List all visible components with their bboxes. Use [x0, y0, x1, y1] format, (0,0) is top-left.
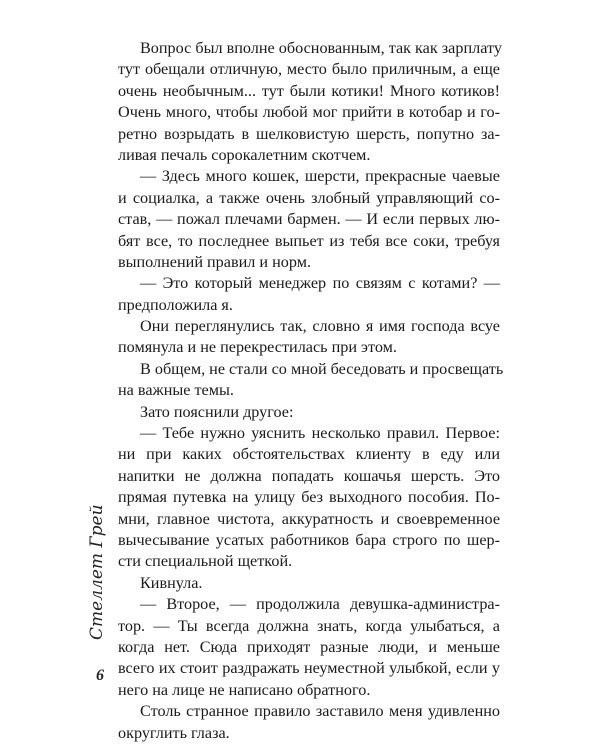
- text-line: бят все, то последнее выпьет из тебя все соки, требуя: [118, 231, 500, 250]
- text-line: Они переглянулись так, словно я имя господа всуе: [140, 317, 500, 336]
- text-line: Очень много, чтобы любой мог прийти в котобар и го-: [118, 103, 500, 122]
- text-line: выполнений правил и норм.: [118, 252, 312, 271]
- text-line: Столь странное правило заставило меня удивленно: [140, 702, 500, 721]
- text-line: сти специальной щеткой.: [118, 552, 293, 571]
- text-line: — Тебе нужно уяснить несколько правил. Первое:: [140, 424, 500, 443]
- text-line: и социалка, а также очень злобный управляющий со-: [118, 188, 500, 207]
- text-line: предположила я.: [118, 295, 233, 314]
- text-line: став, — пожал плечами бармен. — И если первых лю-: [118, 210, 500, 229]
- text-line: всего их стоит раздражать неуместной улыбкой, если у: [118, 659, 500, 678]
- page-number: 6: [96, 667, 104, 684]
- book-page-text: [118, 38, 504, 744]
- text-line: очень необычным... тут были котики! Много котиков!: [118, 81, 500, 100]
- text-line: Вопрос был вполне обоснованным, так как зарплату: [140, 39, 502, 57]
- text-line: — Второе, — продолжила девушка-администра-: [140, 595, 500, 614]
- text-line: — Это который менеджер по связям с котами? —: [140, 274, 500, 293]
- text-line: округлить глаза.: [118, 723, 230, 742]
- author-signature-lettering: [82, 504, 110, 642]
- text-line: Кивнула.: [140, 573, 203, 592]
- author-signature-text: Стеллет Грей: [87, 504, 107, 640]
- text-line: тут обещали отличную, место было приличным, а еще: [118, 60, 500, 79]
- text-line: ретно возрыдать в шелковистую шерсть, попутно за-: [118, 124, 500, 143]
- text-line: ни при каких обстоятельствах клиенту в еду или: [118, 445, 500, 464]
- text-line: вычесывание усатых работников бара строго по шер-: [118, 530, 500, 549]
- text-line: В общем, не стали со мной беседовать и просвещать: [140, 359, 504, 378]
- text-line: прямая путевка на улицу без выходного пособия. По-: [118, 488, 500, 507]
- text-line: когда нет. Сюда приходят разные люди, и меньше: [118, 637, 500, 656]
- text-line: мни, главное чистота, аккуратность и своевременное: [118, 509, 500, 528]
- text-line: на важные темы.: [118, 381, 234, 400]
- text-line: ливая печаль сорокалетним скотчем.: [118, 145, 371, 164]
- text-line: Зато пояснили другое:: [140, 402, 294, 421]
- text-line: — Здесь много кошек, шерсти, прекрасные чаевые: [140, 167, 500, 186]
- text-line: него на лице не написано обратного.: [118, 680, 371, 699]
- text-line: напитки не должна попадать кошачья шерсть. Это: [118, 466, 500, 485]
- text-line: помянула и не перекрестилась при этом.: [118, 338, 397, 357]
- text-line: тор. — Ты всегда должна знать, когда улыбаться, а: [118, 616, 500, 635]
